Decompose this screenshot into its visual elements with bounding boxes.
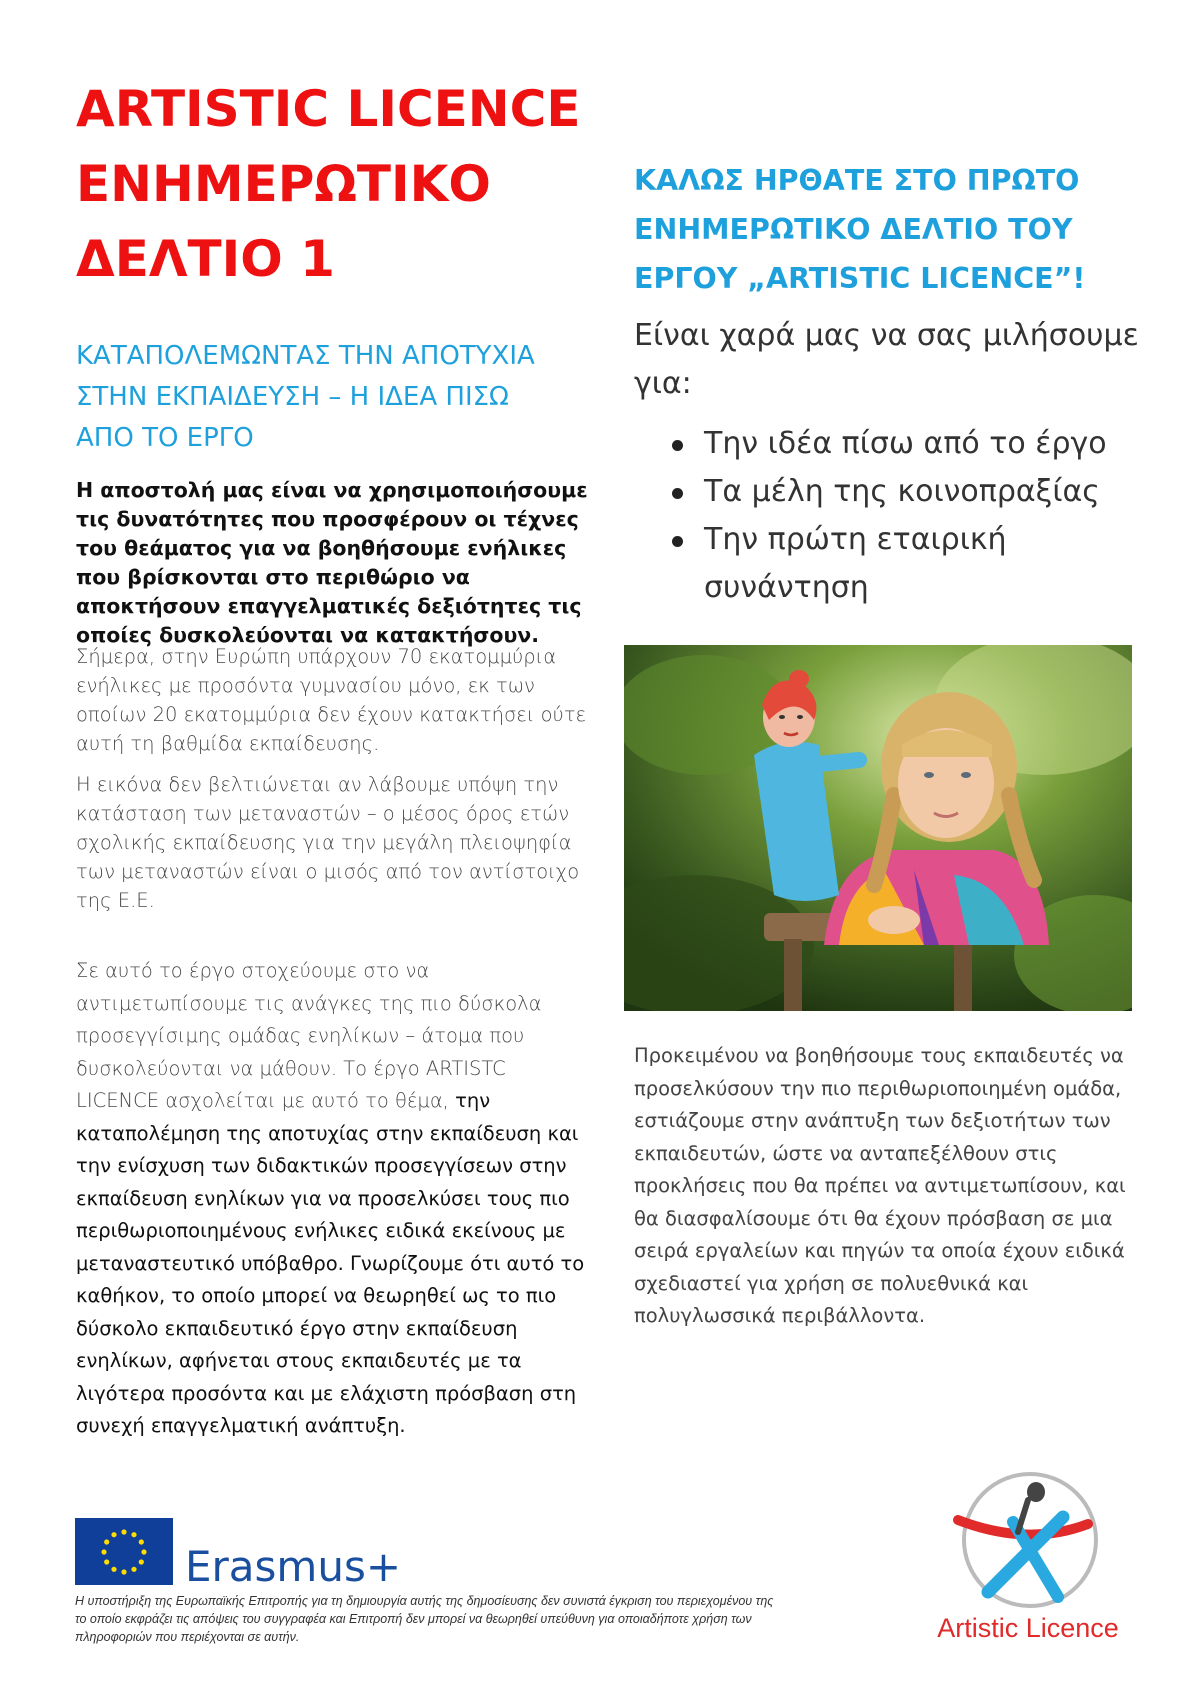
paragraph-migrants: Η εικόνα δεν βελτιώνεται αν λάβουμε υπόψη την κατάσταση των μεταναστών – ο μέσος όρος ετών σχολικής εκπαίδευσης για την μεγάλη πλειοψηφία των μεταναστών είναι ο μισός από τον αντίστοιχο της Ε.Ε.	[76, 773, 580, 912]
list-item: Την πρώτη εταιρική συνάντηση	[660, 516, 1140, 612]
paragraph-statistics: Σήμερα, στην Ευρώπη υπάρχουν 70 εκατομμύρια ενήλικες με προσόντα γυμνασίου μόνο, εκ των οποίων 20 εκατομμύρια δεν έχουν κατακτήσει ούτε αυτή τη βαθμίδα εκπαίδευσης.	[76, 645, 587, 755]
title-line: ΔΕΛΤΙΟ 1	[76, 230, 335, 288]
title-line: ARTISTIC LICENCE	[76, 80, 581, 138]
welcome-line: ΚΑΛΩΣ ΗΡΘΑΤΕ ΣΤΟ ΠΡΩΤΟ	[634, 164, 1080, 197]
eu-disclaimer: Η υποστήριξη της Ευρωπαϊκής Επιτροπής για τη δημιουργία αυτής της δημοσίευσης δεν συνιστά έγκριση του περιεχομένου της το οποίο εκφράζει τις απόψεις του συγγραφέα και Επιτροπή δεν μπορεί να θεωρηθεί υπεύθυνη για οποιαδήποτε χρήση των πληροφοριών που περιέχονται σε αυτήν.	[75, 1594, 774, 1644]
puppet-photo-illustration	[624, 645, 1132, 1011]
list-item: Την ιδέα πίσω από το έργο	[660, 420, 1140, 468]
trainers-paragraph: Προκειμένου να βοηθήσουμε τους εκπαιδευτές να προσελκύσουν την πιο περιθωριοποιημένη ομάδα, εστιάζουμε στην ανάπτυξη των δεξιοτήτων των εκπαιδευτών, ώστε να ανταπεξέλθουν στις προκλήσεις που θα πρέπει να αντιμετωπίσουν, και θα διασφαλίσουμε ότι θα έχουν πρόσβαση σε μια σειρά εργαλείων και πηγών τα οποία έχουν ειδικά σχεδιαστεί για χρήση σε πολυεθνικά και πολυγλωσσικά περιβάλλοντα.	[634, 1044, 1126, 1327]
logo-text: Artistic Licence	[937, 1613, 1119, 1643]
project-aim-regular: Σε αυτό το έργο στοχεύουμε στο να αντιμετωπίσουμε τις ανάγκες της πιο δύσκολα προσεγγίσιμης ομάδας ενηλίκων – άτομα που δυσκολεύονται να μάθουν. Το έργο ARTISTC LICENCE ασχολείται με αυτό το θέμα,	[76, 959, 542, 1112]
topics-list	[660, 420, 1140, 612]
section-subtitle	[76, 336, 576, 459]
subtitle-line: ΣΤΗΝ ΕΚΠΑΙΔΕΥΣΗ – Η ΙΔΕΑ ΠΙΣΩ	[76, 382, 509, 412]
newsletter-title	[76, 72, 636, 297]
welcome-line: ΕΝΗΜΕΡΩΤΙΚΟ ΔΕΛΤΙΟ ΤΟΥ	[634, 213, 1073, 246]
puppet-photo	[624, 645, 1132, 1011]
paragraph-project-aim	[76, 955, 590, 1443]
list-item: Τα μέλη της κοινοπραξίας	[660, 468, 1140, 516]
subtitle-line: ΑΠΟ ΤΟ ΕΡΓΟ	[76, 423, 254, 453]
title-line: ΕΝΗΜΕΡΩΤΙΚΟ	[76, 155, 491, 213]
welcome-line: ΕΡΓΟΥ „ARTISTIC LICENCE”!	[634, 262, 1086, 295]
lead-text: Είναι χαρά μας να σας μιλήσουμε για:	[634, 318, 1139, 401]
artistic-licence-logo-icon	[918, 1462, 1138, 1652]
eu-flag-icon	[75, 1518, 173, 1585]
subtitle-line: ΚΑΤΑΠΟΛΕΜΩΝΤΑΣ ΤΗΝ ΑΠΟΤΥΧΙΑ	[76, 341, 535, 371]
project-aim-bold: την καταπολέμηση της αποτυχίας στην εκπαίδευση και την ενίσχυση των διδακτικών προσεγγίσεων στην εκπαίδευση ενηλίκων για να προσελκύσει τους πιο περιθωριοποιημένους ενήλικες ειδικά εκείνους με μεταναστευτικό υπόβαθρο. Γνωρίζουμε ότι αυτό το καθήκον, το οποίο μπορεί να θεωρηθεί ως το πιο δύσκολο εκπαιδευτικό έργο στην εκπαίδευση ενηλίκων, αφήνεται στους εκπαιδευτές με τα λιγότερα προσόντα και με ελάχιστη πρόσβαση στη συνεχή επαγγελματική ανάπτυξη.	[76, 1089, 585, 1437]
welcome-heading	[634, 156, 1154, 303]
erasmus-plus-label: Erasmus+	[185, 1542, 402, 1591]
mission-statement: Η αποστολή μας είναι να χρησιμοποιήσουμε τις δυνατότητες που προσφέρουν οι τέχνες του θεάματος για να βοηθήσουμε ενήλικες που βρίσκονται στο περιθώριο να αποκτήσουν επαγγελματικές δεξιότητες τις οποίες δυσκολεύονται να κατακτήσουν.	[76, 478, 588, 647]
